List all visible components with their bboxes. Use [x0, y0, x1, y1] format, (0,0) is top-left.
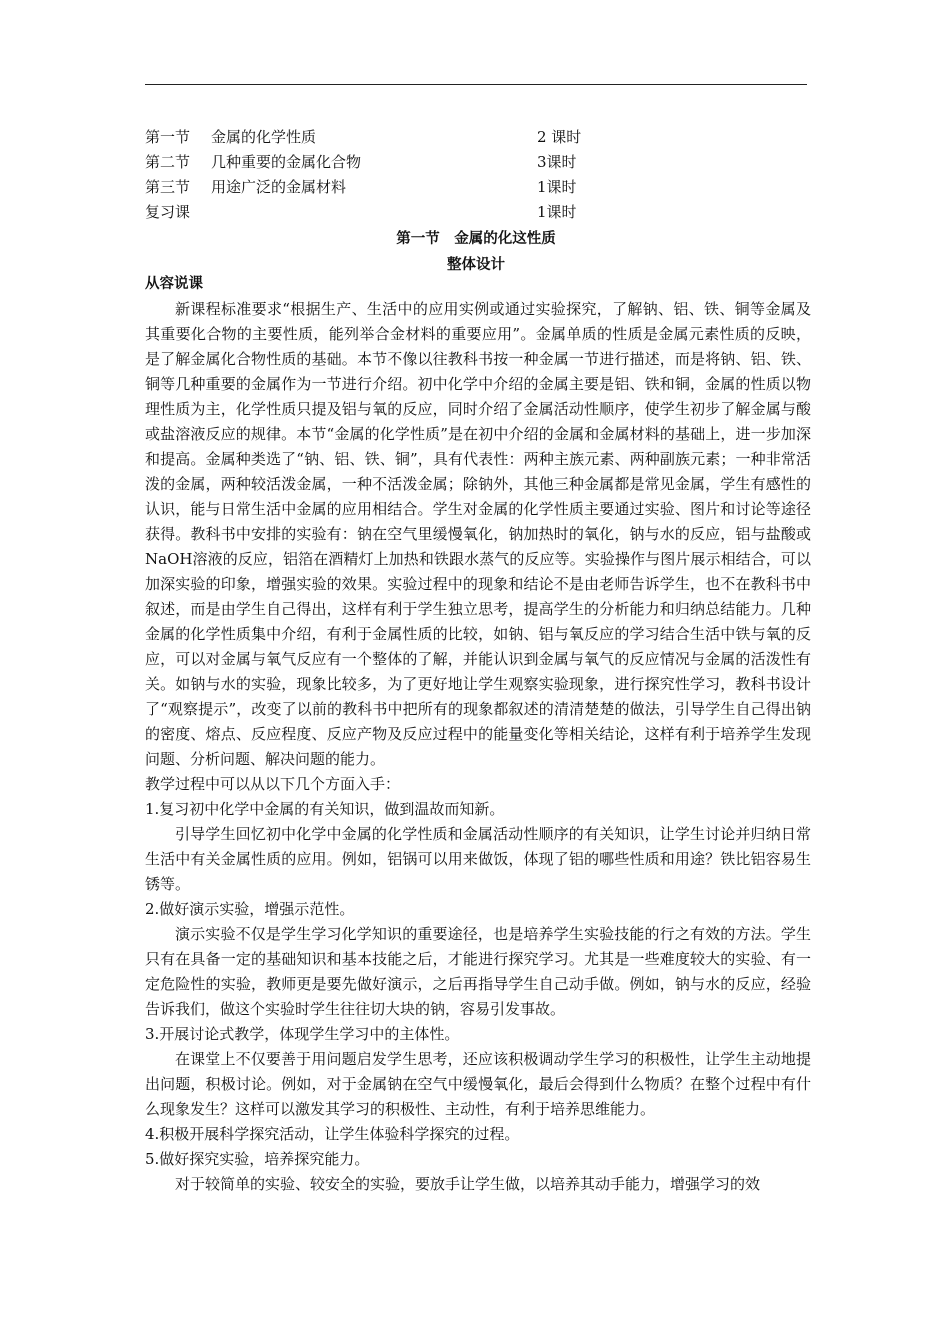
schedule-section-number: 第二节 [145, 153, 191, 171]
schedule-hours: 3课时 [537, 153, 577, 171]
schedule-section-title: 几种重要的金属化合物 [211, 153, 362, 171]
paragraph: 演示实验不仅是学生学习化学知识的重要途径，也是培养学生实验技能的行之有效的方法。学生只有在具备一定的基础知识和基本技能之后，才能进行探究学习。尤其是一些难度较大的实验、有一定危险性的实验，教师更是要先做好演示，之后再指导学生自己动手做。例如，钠与水的反应，经验告诉我们，做这个实验时学生往往切大块的钠，容易引发事故。 [145, 925, 811, 1018]
schedule-row [145, 200, 625, 225]
paragraph: 对于较简单的实验、较安全的实验，要放手让学生做，以培养其动手能力，增强学习的效 [175, 1175, 761, 1193]
schedule-row [145, 150, 625, 175]
paragraph: 引导学生回忆初中化学中金属的化学性质和金属活动性顺序的有关知识，让学生讨论并归纳日常生活中有关金属性质的应用。例如，铝锅可以用来做饭，体现了铝的哪些性质和用途？铁比铝容易生锈等。 [145, 825, 811, 893]
schedule-section-title: 金属的化学性质 [211, 128, 317, 146]
list-item: 2.做好演示实验，增强示范性。 [145, 900, 355, 918]
header-rule [145, 84, 807, 85]
schedule-hours: 2 课时 [537, 128, 582, 146]
list-item: 3.开展讨论式教学，体现学生学习中的主体性。 [145, 1025, 460, 1043]
paragraph: 新课程标准要求“根据生产、生活中的应用实例或通过实验探究，了解钠、铝、铁、铜等金属及其重要化合物的主要性质，能列举合金材料的重要应用”。金属单质的性质是金属元素性质的反映，是了解金属化合物性质的基础。本节不像以往教科书按一种金属一节进行描述，而是将钠、铝、铁、铜等几种重要的金属作为一节进行介绍。初中化学中介绍的金属主要是铝、铁和铜，金属的性质以物理性质为主，化学性质只提及铝与氧的反应，同时介绍了金属活动性顺序，使学生初步了解金属与酸或盐溶液反应的规律。本节“金属的化学性质”是在初中介绍的金属和金属材料的基础上，进一步加深和提高。金属种类选了“钠、铝、铁、铜”，具有代表性：两种主族元素、两种副族元素；一种非常活泼的金属，两种较活泼金属，一种不活泼金属；除钠外，其他三种金属都是常见金属，学生有感性的认识，能与日常生活中金属的应用相结合。学生对金属的化学性质主要通过实验、图片和讨论等途径获得。教科书中安排的实验有：钠在空气里缓慢氧化，钠加热时的氧化，钠与水的反应，铝与盐酸或NaOH溶液的反应，铝箔在酒精灯上加热和铁跟水蒸气的反应等。实验操作与图片展示相结合，可以加深实验的印象，增强实验的效果。实验过程中的现象和结论不是由老师告诉学生，也不在教科书中叙述，而是由学生自己得出，这样有利于学生独立思考，提高学生的分析能力和归纳总结能力。几种金属的化学性质集中介绍，有利于金属性质的比较，如钠、铝与氧反应的学习结合生活中铁与氧的反应，可以对金属与氧气反应有一个整体的了解，并能认识到金属与氧气的反应情况与金属的活泼性有关。如钠与水的实验，现象比较多，为了更好地让学生观察实验现象，进行探究性学习，教科书设计了“观察提示”，改变了以前的教科书中把所有的现象都叙述的清清楚楚的做法，引导学生自己得出钠的密度、熔点、反应程度、反应产物及反应过程中的能量变化等相关结论，这样有利于培养学生发现问题、分析问题、解决问题的能力。 [145, 300, 811, 768]
schedule-row [145, 175, 625, 200]
schedule-section-number: 第三节 [145, 178, 191, 196]
schedule-row [145, 125, 625, 150]
subheading: 从容说课 [145, 276, 203, 292]
list-item: 5.做好探究实验，培养探究能力。 [145, 1150, 370, 1168]
chapter-schedule [145, 125, 625, 225]
list-item: 1.复习初中化学中金属的有关知识，做到温故而知新。 [145, 800, 505, 818]
schedule-section-number: 第一节 [145, 128, 191, 146]
schedule-hours: 1课时 [537, 203, 577, 221]
list-item: 4.积极开展科学探究活动，让学生体验科学探究的过程。 [145, 1125, 520, 1143]
schedule-section-title: 用途广泛的金属材料 [211, 178, 347, 196]
body-text [145, 272, 811, 1197]
schedule-hours: 1课时 [537, 178, 577, 196]
section-title: 第一节 金属的化这性质 [396, 231, 556, 247]
paragraph: 教学过程中可以从以下几个方面入手： [145, 775, 401, 793]
design-title: 整体设计 [447, 257, 505, 273]
schedule-section-title: 复习课 [145, 203, 191, 221]
paragraph: 在课堂上不仅要善于用问题启发学生思考，还应该积极调动学生学习的积极性，让学生主动地提出问题，积极讨论。例如，对于金属钠在空气中缓慢氧化，最后会得到什么物质？在整个过程中有什么现象发生？这样可以激发其学习的积极性、主动性，有利于培养思维能力。 [145, 1050, 811, 1118]
